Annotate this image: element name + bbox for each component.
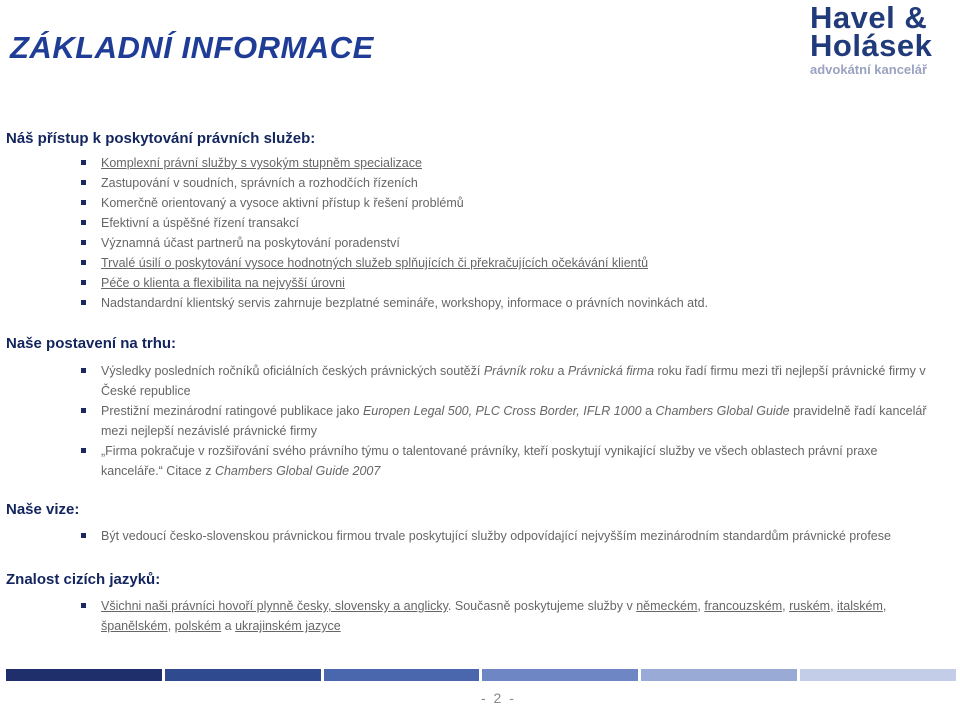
separator: , xyxy=(697,599,705,613)
text-run-italic: Chambers Global Guide xyxy=(655,404,790,418)
languages-list xyxy=(0,596,941,636)
list-item-text: Zastupování v soudních, správních a rozhodčích řízeních xyxy=(101,176,418,190)
text-run: Prestižní mezinárodní ratingové publikace jako xyxy=(101,404,363,418)
text-run-italic: Chambers Global Guide 2007 xyxy=(214,464,381,478)
company-logo xyxy=(810,0,950,78)
bullet-square-icon xyxy=(81,603,86,608)
footer-bar-segment xyxy=(800,669,956,681)
list-item xyxy=(0,253,941,273)
list-item-text: Komplexní právní služby s vysokým stupněm specializace xyxy=(101,156,422,170)
bullet-square-icon xyxy=(81,260,86,265)
list-item-text: Nadstandardní klientský servis zahrnuje bezplatné semináře, workshopy, informace o právních novinkách atd. xyxy=(101,296,709,310)
bullet-square-icon xyxy=(81,240,86,245)
logo-line-2: Holásek xyxy=(810,28,933,63)
separator: , xyxy=(830,599,838,613)
page-title: ZÁKLADNÍ INFORMACE xyxy=(10,30,374,65)
text-run-italic: Právník roku xyxy=(483,364,554,378)
list-item-text: Péče o klienta a flexibilita na nejvyšší úrovni xyxy=(101,276,345,290)
separator: , xyxy=(167,619,175,633)
list-item-text: Významná účast partnerů na poskytování poradenství xyxy=(101,236,400,250)
language-german: německém xyxy=(636,599,698,613)
language-spanish: španělském xyxy=(101,619,168,633)
list-item xyxy=(0,361,941,401)
section-vision-heading: Naše vize: xyxy=(6,501,80,518)
bullet-square-icon xyxy=(81,280,86,285)
language-italian: italském xyxy=(837,599,883,613)
text-run: „Firma pokračuje v rozšiřování svého právního týmu o talentované právníky, kteří poskytují vynikající služby ve všech oblastech právní praxe kanceláře.“ Citace z xyxy=(101,444,878,478)
list-item xyxy=(0,153,941,173)
list-item xyxy=(0,293,941,313)
list-item-text: Být vedoucí česko-slovenskou právnickou firmou trvale poskytující služby odpovídající nejvyšším mezinárodním standardům právnické profese xyxy=(101,529,891,543)
footer-bar-segment xyxy=(641,669,797,681)
bullet-square-icon xyxy=(81,180,86,185)
list-item xyxy=(0,441,941,481)
bullet-square-icon xyxy=(81,200,86,205)
bullet-square-icon xyxy=(81,408,86,413)
separator: a xyxy=(221,619,236,633)
text-run: Výsledky posledních ročníků oficiálních českých právnických soutěží xyxy=(101,364,484,378)
text-run: . Současně poskytujeme služby v xyxy=(447,599,637,613)
text-run: roku řadí firmu mezi tři nejlepší právnické firmy v České republice xyxy=(101,364,926,398)
bullet-square-icon xyxy=(81,220,86,225)
list-item xyxy=(0,401,941,441)
language-russian: ruském xyxy=(789,599,831,613)
list-item xyxy=(0,596,941,636)
footer-bar-segment xyxy=(482,669,638,681)
list-item-text: Efektivní a úspěšné řízení transakcí xyxy=(101,216,300,230)
approach-list xyxy=(0,153,941,313)
list-item xyxy=(0,213,941,233)
footer-color-bar xyxy=(6,669,956,681)
separator: , xyxy=(782,599,790,613)
list-item xyxy=(0,233,941,253)
market-list xyxy=(0,361,941,481)
list-item xyxy=(0,273,941,293)
text-run-italic: Europen Legal 500, PLC Cross Border, IFLR 1000 xyxy=(362,404,642,418)
list-item xyxy=(0,173,941,193)
list-item xyxy=(0,193,941,213)
language-polish: polském xyxy=(174,619,222,633)
logo-tagline: advokátní kancelář xyxy=(810,62,928,77)
bullet-square-icon xyxy=(81,533,86,538)
footer-bar-segment xyxy=(165,669,321,681)
text-run: Všichni naši právníci hovoří plynně česky, slovensky a anglicky xyxy=(101,599,448,613)
language-ukrainian: ukrajinském jazyce xyxy=(235,619,341,633)
page-number: - 2 - xyxy=(481,690,516,706)
language-french: francouzském xyxy=(704,599,783,613)
vision-list xyxy=(0,526,941,546)
logo-line-1: Havel & xyxy=(810,0,928,35)
bullet-square-icon xyxy=(81,448,86,453)
bullet-square-icon xyxy=(81,300,86,305)
section-market-heading: Naše postavení na trhu: xyxy=(6,335,177,352)
list-item-text: Trvalé úsilí o poskytování vysoce hodnotných služeb splňujících či překračujících očekávání klientů xyxy=(101,256,649,270)
footer-bar-segment xyxy=(324,669,480,681)
text-run-italic: Právnická firma xyxy=(567,364,655,378)
bullet-square-icon xyxy=(81,368,86,373)
text-run: a xyxy=(554,364,568,378)
bullet-square-icon xyxy=(81,160,86,165)
list-item-text: Komerčně orientovaný a vysoce aktivní přístup k řešení problémů xyxy=(101,196,464,210)
section-approach-heading: Náš přístup k poskytování právních služeb: xyxy=(6,130,316,147)
section-languages-heading: Znalost cizích jazyků: xyxy=(6,571,161,588)
footer-bar-segment xyxy=(6,669,162,681)
text-run: a xyxy=(641,404,656,418)
text-run: pravidelně řadí kancelář mezi nejlepší nezávislé právnické firmy xyxy=(101,404,927,438)
separator: , xyxy=(882,599,887,613)
list-item xyxy=(0,526,941,546)
